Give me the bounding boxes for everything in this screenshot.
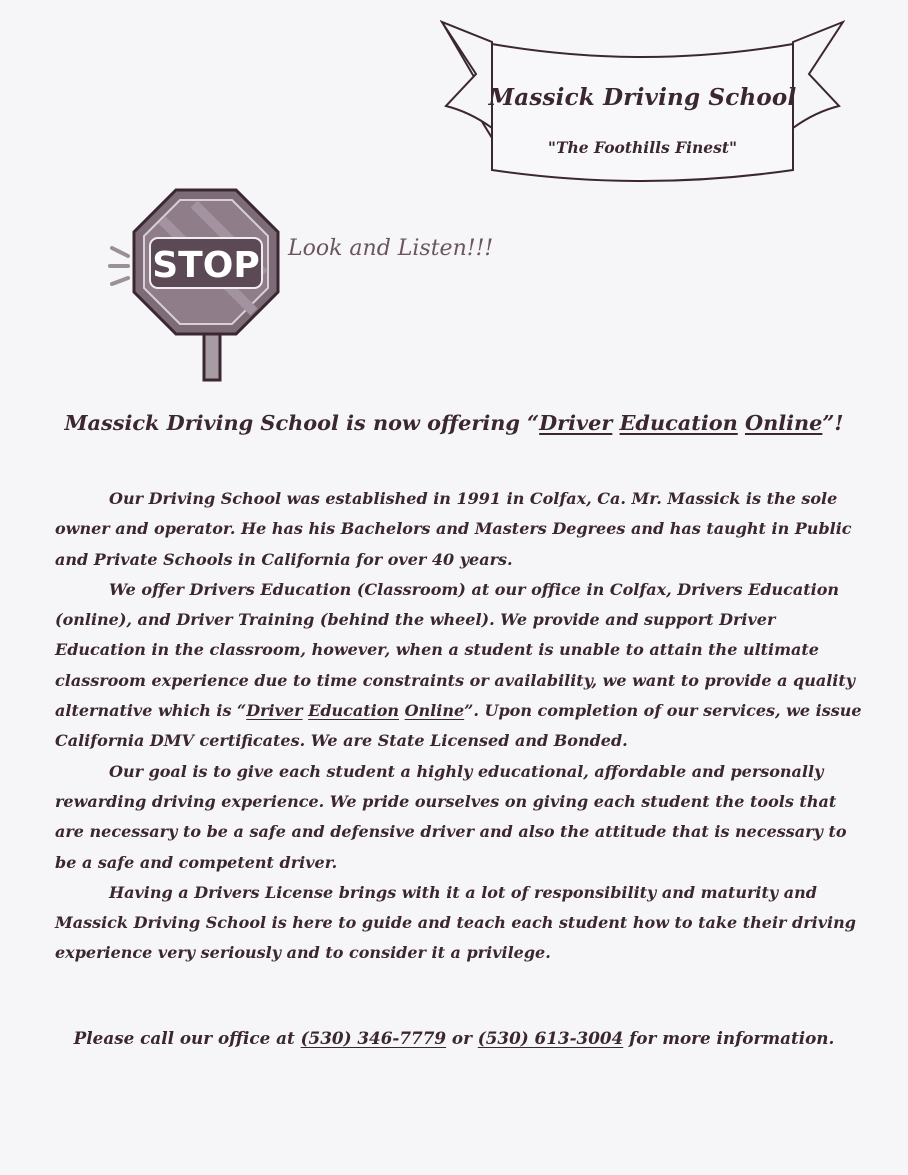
contact-line: [0, 1028, 908, 1048]
headline-word-driver: Driver: [539, 410, 613, 435]
look-and-listen: Look and Listen!!!: [288, 236, 494, 261]
paragraph-responsibility: Having a Drivers License brings with it a lot of responsibility and maturity and Massick Driving School is here to guide and teach each student how to take their driving experience very seriously and to consider it a privilege.: [55, 882, 856, 963]
banner-title: Massick Driving School: [488, 84, 797, 111]
services-text-a: We offer Drivers Education (Classroom) at our office in Colfax, Drivers Education (online), and Driver Training (behind the wheel). We provide and support Driver Education in the classroom, however, when a student is unable to attain the ultimate classroom experience due to time constraints or availability, we want to provide a quality alternative which is “: [55, 579, 856, 721]
stop-sign-icon: [104, 186, 282, 386]
paragraph-goal: Our goal is to give each student a highly educational, affordable and personally rewarding driving experience. We pride ourselves on giving each student the tools that are necessary to be a safe and defensive driver and also the attitude that is necessary to be a safe and competent driver.: [55, 761, 847, 872]
services-word-driver: Driver: [246, 701, 303, 721]
headline-suffix: ”!: [822, 410, 844, 435]
headline-word-online: Online: [744, 410, 823, 435]
contact-middle: or: [446, 1028, 478, 1048]
stop-sign-label: STOP: [152, 245, 260, 286]
services-word-education: Education: [308, 701, 400, 721]
contact-prefix: Please call our office at: [73, 1028, 301, 1048]
paragraph-services: [55, 575, 865, 757]
services-word-online: Online: [404, 701, 465, 721]
headline: [0, 410, 908, 435]
services-text-b: ”. Upon completion of our services, we issue California DMV certificates. We are State Licensed and Bonded.: [55, 701, 862, 751]
headline-prefix: Massick Driving School is now offering “: [64, 410, 540, 435]
phone-number-2: (530) 613-3004: [477, 1028, 624, 1048]
paragraph-history: Our Driving School was established in 1991 in Colfax, Ca. Mr. Massick is the sole owner and operator. He has his Bachelors and Masters Degrees and has taught in Public and Private Schools in California for over 40 years.: [55, 489, 852, 569]
contact-suffix: for more information.: [623, 1028, 835, 1048]
phone-number-1: (530) 346-7779: [300, 1028, 447, 1048]
body-text: [55, 484, 865, 969]
banner-logo: [440, 18, 845, 190]
headline-word-education: Education: [619, 410, 738, 435]
banner-tagline: "The Foothills Finest": [547, 138, 738, 157]
